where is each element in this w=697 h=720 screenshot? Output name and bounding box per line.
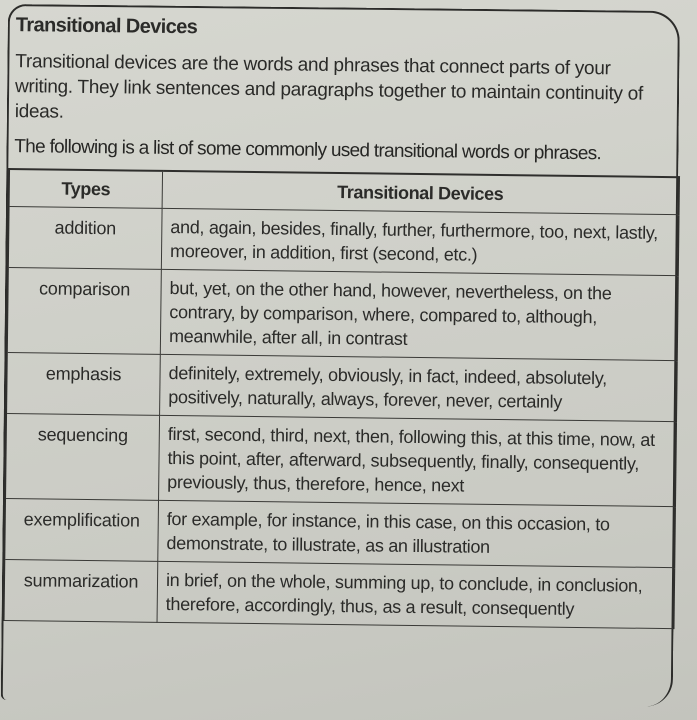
table-row xyxy=(8,206,679,275)
devices-cell: first, second, third, next, then, following this, at this time, now, at this point, after, afterward, subsequently, finally, consequently, previously, thus, therefore, hence, next xyxy=(159,415,676,506)
table-row xyxy=(6,352,677,421)
type-cell: comparison xyxy=(7,267,162,354)
devices-cell: definitely, extremely, obviously, in fact, indeed, absolutely, positively, naturally, always, forever, never, certainly xyxy=(160,354,677,421)
table-row xyxy=(5,413,676,506)
devices-cell: but, yet, on the other hand, however, nevertheless, on the contrary, by comparison, where, compared to, although, meanwhile, after all, in contrast xyxy=(160,269,677,360)
table-row xyxy=(4,559,675,628)
type-cell: summarization xyxy=(4,559,158,622)
table-row xyxy=(7,267,678,360)
type-cell: sequencing xyxy=(5,413,160,500)
intro-paragraph: Transitional devices are the words and phrases that connect parts of your writing. They link sentences and paragraphs together to maintain continuity of ideas. xyxy=(14,51,644,123)
table-row xyxy=(4,498,675,567)
type-cell: addition xyxy=(8,206,162,269)
transitional-devices-table xyxy=(3,168,680,629)
header-transitional-devices: Transitional Devices xyxy=(162,171,679,215)
devices-cell: for example, for instance, in this case, on this occasion, to demonstrate, to illustrate, as an illustration xyxy=(158,500,675,567)
content-box xyxy=(3,10,680,629)
section-title: Transitional Devices xyxy=(15,14,198,39)
type-cell: exemplification xyxy=(4,498,158,561)
devices-cell: in brief, on the whole, summing up, to conclude, in conclusion, therefore, accordingly, thus, as a result, consequently xyxy=(157,561,674,628)
list-lead-sentence: The following is a list of some commonly used transitional words or phrases. xyxy=(14,136,602,165)
type-cell: emphasis xyxy=(6,352,160,415)
devices-cell: and, again, besides, finally, further, furthermore, too, next, lastly, moreover, in addition, first (second, etc.) xyxy=(161,208,678,275)
header-types: Types xyxy=(9,169,163,208)
